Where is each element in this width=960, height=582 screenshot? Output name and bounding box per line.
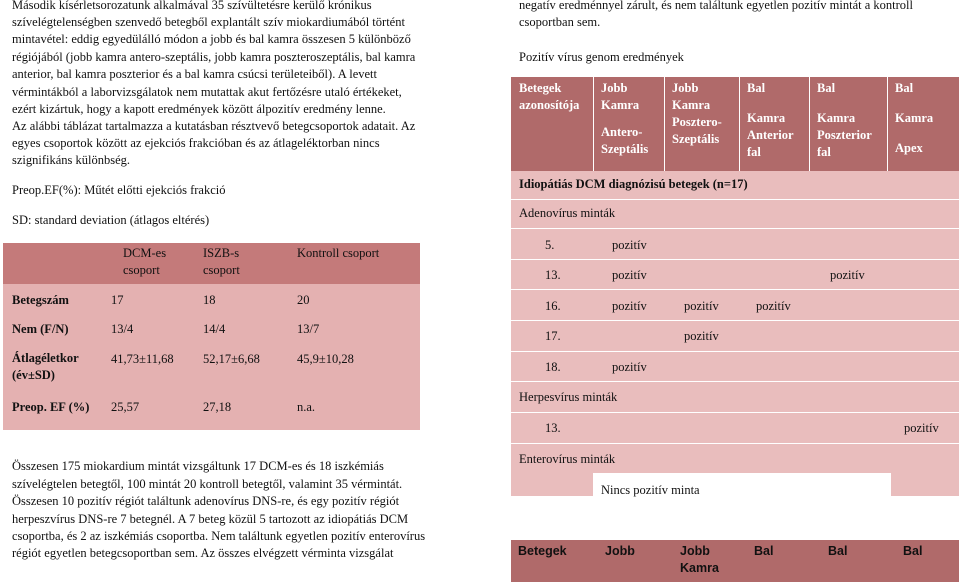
- header-dcm: DCM-es csoport: [123, 246, 167, 277]
- cell-value: 27,18: [203, 400, 232, 414]
- row-id: 13.: [545, 268, 561, 282]
- summary-line: Összesen 175 miokardium mintát vizsgáltunk 17 DCM-es és 18 iszkémiás: [12, 459, 384, 473]
- cell-positive: pozitív: [612, 360, 647, 374]
- cell-positive: pozitív: [612, 268, 647, 282]
- section-idiopathic: Idiopátiás DCM diagnózisú betegek (n=17): [519, 177, 748, 191]
- intro-line: egyes csoportok között az ejekciós frakcióban és az átlageléktorban nincs: [12, 136, 380, 150]
- cell-value: n.a.: [297, 400, 316, 414]
- intro-line: mintavétel: eddig egyedülálló módon a jobb és bal kamra összesen 5 különböző: [12, 32, 411, 46]
- section-adenovirus: Adenovírus minták: [519, 206, 616, 220]
- row-id: 17.: [545, 329, 561, 343]
- summary-line: Összesen 10 pozitív régiót találtunk adenovírus DNS-re, és egy pozitív régiót: [12, 494, 400, 508]
- header-iszb: ISZB-s csoport: [203, 246, 240, 277]
- cell-value: 45,9±10,28: [297, 352, 354, 366]
- header-line: Kamra: [817, 111, 856, 125]
- header-line: Bal: [895, 81, 914, 95]
- header-line: Betegek: [519, 81, 562, 95]
- header-line: Bal: [747, 81, 766, 95]
- cell-positive: pozitív: [684, 329, 719, 343]
- cell-value: 17: [111, 293, 124, 307]
- header-line: Anterior: [747, 128, 794, 142]
- header-line: Szeptális: [672, 132, 720, 146]
- header-line: fal: [817, 145, 831, 159]
- cell-value: 20: [297, 293, 310, 307]
- row-label: Átlagéletkor (év±SD): [12, 351, 79, 382]
- header-cell: Bal: [754, 544, 774, 558]
- cell-value: 13/7: [297, 322, 320, 336]
- summary-line: szívelégtelen betegtől, 100 mintát 20 kontroll betegtől, valamint 35 vérmintát.: [12, 477, 403, 491]
- cell-value: 14/4: [203, 322, 226, 336]
- section-enterovirus: Enterovírus minták: [519, 452, 616, 466]
- header-line: Kamra: [601, 98, 640, 112]
- row-id: 5.: [545, 238, 555, 252]
- cell-positive: pozitív: [612, 299, 647, 313]
- intro-line: anterior, bal kamra poszterior és a bal kamra csúcsi területeiből). A levett: [12, 67, 377, 81]
- cell-value: 52,17±6,68: [203, 352, 260, 366]
- cell-value: 13/4: [111, 322, 134, 336]
- intro-line: régiójából (jobb kamra antero-szeptális, jobb kamra poszteroszeptális, bal kamra: [12, 50, 416, 64]
- header-line: Kamra: [895, 111, 934, 125]
- header-line: Apex: [895, 141, 923, 155]
- cell-positive: pozitív: [684, 299, 719, 313]
- next-table-header: [511, 540, 959, 582]
- cell-positive: pozitív: [756, 299, 791, 313]
- entero-result: Nincs pozitív minta: [601, 483, 700, 497]
- cell-value: 25,57: [111, 400, 140, 414]
- header-line: azonosítója: [519, 98, 580, 112]
- header-line: [601, 114, 648, 124]
- intro-line: szignifikáns különbség.: [12, 153, 131, 167]
- row-label: Nem (F/N): [12, 322, 69, 336]
- right-intro-line: negatív eredménnyel zárult, és nem találtunk egyetlen pozitív mintát a kontroll: [519, 0, 913, 12]
- patient-groups-table: [3, 243, 420, 430]
- intro-line: Második kísérletsorozatunk alkalmával 35 szívültetésre kerülő krónikus: [12, 0, 372, 12]
- header-line: Posztero-: [672, 115, 722, 129]
- section-herpesvirus: Herpesvírus minták: [519, 390, 618, 404]
- cell-value: 41,73±11,68: [111, 352, 174, 366]
- header-line: Kamra: [747, 111, 786, 125]
- header-cell: Jobb: [680, 544, 710, 558]
- header-line: Szeptális: [601, 142, 649, 156]
- cell-positive: pozitív: [904, 421, 939, 435]
- header-cell: Jobb: [605, 544, 635, 558]
- header-kontroll: Kontroll csoport: [297, 246, 380, 260]
- cell-positive: pozitív: [830, 268, 865, 282]
- header-cell: Betegek: [518, 544, 567, 558]
- summary-line: csoportba, és 2 az iszkémiás csoportba. Nem találtunk egyetlen pozitív enterovírus: [12, 529, 426, 543]
- abbrev-ef: Preop.EF(%): Műtét előtti ejekciós frakció: [12, 183, 226, 197]
- row-id: 13.: [545, 421, 561, 435]
- virus-table-body: [511, 171, 959, 496]
- row-label: Preop. EF (%): [12, 400, 90, 414]
- abbrev-sd: SD: standard deviation (átlagos eltérés): [12, 213, 210, 227]
- header-line: Poszterior: [817, 128, 872, 142]
- header-line: Jobb: [601, 81, 628, 95]
- summary-line: herpeszvírus DNS-re 7 betegnél. A 7 beteg közül 5 tartozott az idiopátiás DCM: [12, 512, 409, 526]
- header-line: Antero-: [601, 125, 643, 139]
- header-cell: Bal: [903, 544, 923, 558]
- intro-line: szívelégtelenségben szenvedő betegből explantált szív miokardiumából történt: [12, 15, 405, 29]
- header-line: fal: [747, 145, 761, 159]
- header-line: Jobb: [672, 81, 699, 95]
- virus-table-title: Pozitív vírus genom eredmények: [519, 50, 684, 64]
- row-id: 18.: [545, 360, 561, 374]
- row-label: Betegszám: [12, 293, 69, 307]
- right-intro-line: csoportban sem.: [519, 15, 601, 29]
- header-cell: Bal: [828, 544, 848, 558]
- intro-line: vérmintákból a laborvizsgálatok nem mutattak akut fertőzésre utaló értékeket,: [12, 85, 402, 99]
- cell-positive: pozitív: [612, 238, 647, 252]
- row-id: 16.: [545, 299, 561, 313]
- intro-line: ezért kizártuk, hogy a kapott eredmények között álpozitív eredmény lenne.: [12, 102, 386, 116]
- virus-table-header: [511, 77, 959, 171]
- intro-line: Az alábbi táblázat tartalmazza a kutatásban résztvevő betegcsoportok adatait. Az: [12, 119, 416, 133]
- summary-line: régiót egyetlen betegcsoportban sem. Az összes elvégzett vérminta vizsgálat: [12, 546, 394, 560]
- header-line: Bal: [817, 81, 836, 95]
- header-line: Kamra: [672, 98, 711, 112]
- header-cell: Kamra: [680, 561, 719, 575]
- cell-value: 18: [203, 293, 216, 307]
